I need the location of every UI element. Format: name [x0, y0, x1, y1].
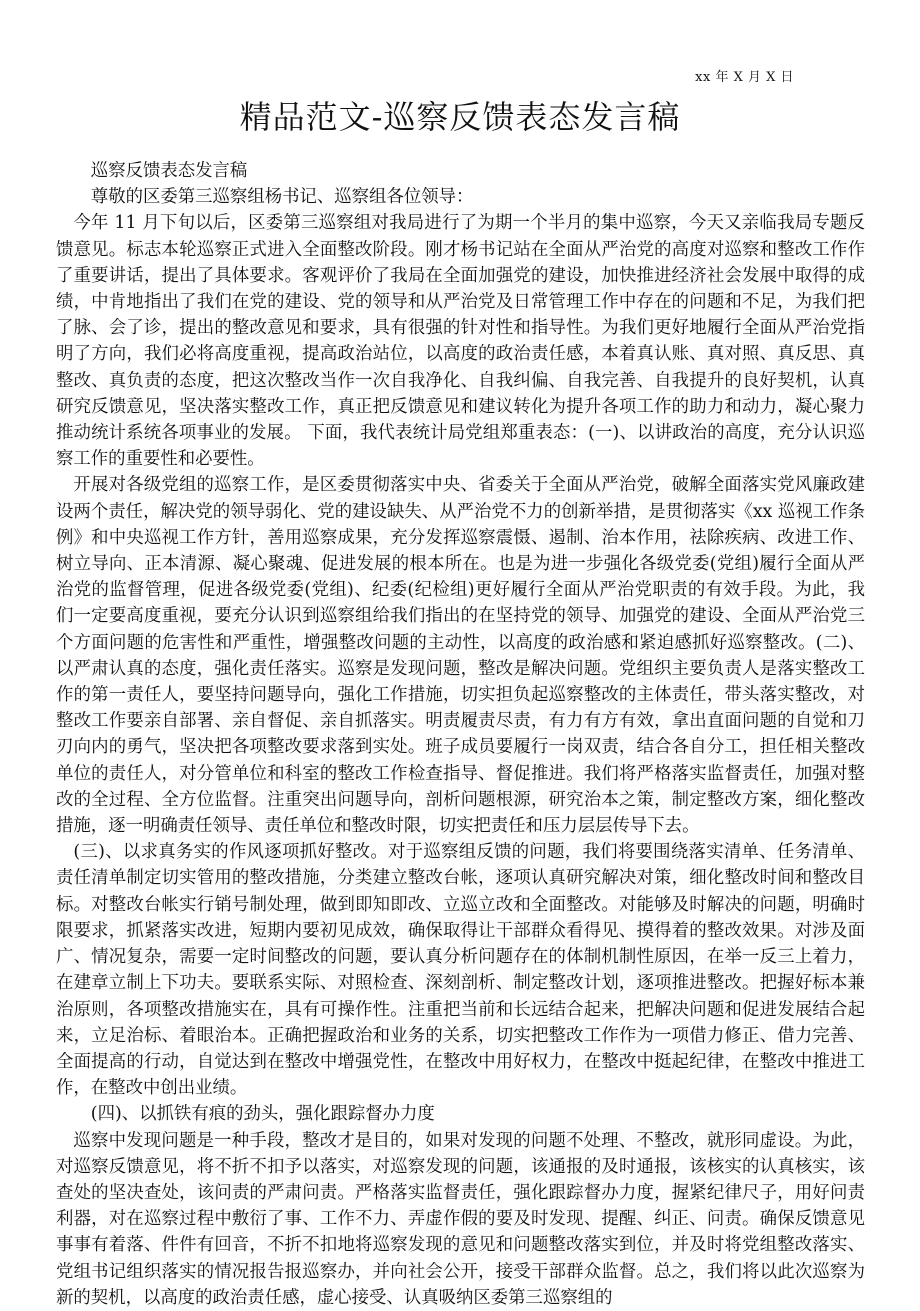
paragraph-section-four-heading: (四)、以抓铁有痕的劲头，强化跟踪督办力度 — [90, 1104, 435, 1125]
paragraph-section-one-two: 开展对各级党组的巡察工作，是区委贯彻落实中央、省委关于全面从严治党，破解全面落实党风廉政建设两个责任，解决党的领导弱化、党的建设缺失、从严治党不力的创新举措，是贯彻落实《xx 巡视工作条例》和中央巡视工作方针，善用巡察成果，充分发挥巡察震慑、遏制、治本作用，祛除疾病、改进工作、树立导向、正本清源、凝心聚魂、促进发展的根本所在。也是为进一步强化各级党委(党组)履行全面从严治党的监督管理，促进各级党委(党组)、纪委(纪检组)更好履行全面从严治党职责的有效手段。为此，我们一定要高度重视，要充分认识到巡察组给我们指出的在坚持党的领导、加强党的建设、全面从严治党三个方面问题的危害性和严重性，增强整改问题的主动性，以高度的政治感和紧迫感抓好巡察整改。(二)、以严肃认真的态度，强化责任落实。巡察是发现问题，整改是解决问题。党组织主要负责人是落实整改工作的第一责任人，要坚持问题导向，强化工作措施，切实担负起巡察整改的主体责任，带头落实整改，对整改工作要亲自部署、亲自督促、亲自抓落实。明责履责尽责，有力有方有效，拿出直面问题的自觉和刀刃向内的勇气，坚决把各项整改要求落到实处。班子成员要履行一岗双责，结合各自分工，担任相关整改单位的责任人，对分管单位和科室的整改工作检查指导、督促推进。我们将严格落实监督责任，加强对整改的全过程、全方位监督。注重突出问题导向，剖析问题根源，研究治本之策，制定整改方案，细化整改措施，逐一明确责任领导、责任单位和整改时限，切实把责任和压力层层传导下去。 — [56, 475, 865, 837]
paragraph-section-three: (三)、以求真务实的作风逐项抓好整改。对于巡察组反馈的问题，我们将要围绕落实清单、任务清单、责任清单制定切实管用的整改措施，分类建立整改台帐，逐项认真研究解决对策，细化整改时间和整改目标。对整改台帐实行销号制处理，做到即知即改、立巡立改和全面整改。对能够及时解决的问题，明确时限要求，抓紧落实改进，短期内要初见成效，确保取得让干部群众看得见、摸得着的整改效果。对涉及面广、情况复杂，需要一定时间整改的问题，要认真分析问题存在的体制机制性原因，在举一反三上着力，在建章立制上下功夫。要联系实际、对照检查、深刻剖析、制定整改计划，逐项推进整改。把握好标本兼治原则，各项整改措施实在，具有可操作性。注重把当前和长远结合起来，把解决问题和促进发展结合起来，立足治标、着眼治本。正确把握政治和业务的关系，切实把整改工作作为一项借力修正、借力完善、全面提高的行动，自觉达到在整改中增强党性，在整改中用好权力，在整改中挺起纪律，在整改中推进工作，在整改中创出业绩。 — [56, 842, 865, 1099]
document-body — [56, 158, 865, 1311]
document-date: xx 年 X 月 X 日 — [695, 70, 794, 85]
paragraph-heading: 巡察反馈表态发言稿 — [90, 161, 248, 181]
document-title: 精品范文-巡察反馈表态发言稿 — [239, 98, 681, 136]
paragraph-section-four: 巡察中发现问题是一种手段，整改才是目的，如果对发现的问题不处理、不整改，就形同虚设。为此，对巡察反馈意见，将不折不扣予以落实，对巡察发现的问题，该通报的及时通报，该核实的认真核实，该查处的坚决查处，该问责的严肃问责。严格落实监督责任，强化跟踪督办力度，握紧纪律尺子，用好问责利器，对在巡察过程中敷衍了事、工作不力、弄虚作假的要及时发现、提醒、纠正、问责。确保反馈意见事事有着落、件件有回音，不折不扣地将巡察发现的意见和问题整改落实到位，并及时将党组整改落实、党组书记组织落实的情况报告报巡察办，并向社会公开，接受干部群众监督。总之，我们将以此次巡察为新的契机，以高度的政治责任感，虚心接受、认真吸纳区委第三巡察组的 — [56, 1130, 865, 1308]
paragraph-salutation: 尊敬的区委第三巡察组杨书记、巡察组各位领导： — [90, 187, 474, 208]
paragraph-intro: 今年 11 月下旬以后，区委第三巡察组对我局进行了为期一个半月的集中巡察，今天又亲临我局专题反馈意见。标志本轮巡察正式进入全面整改阶段。刚才杨书记站在全面从严治党的高度对巡察和整改工作作了重要讲话，提出了具体要求。客观评价了我局在全面加强党的建设，加快推进经济社会发展中取得的成绩，中肯地指出了我们在党的建设、党的领导和从严治党及日常管理工作中存在的问题和不足，为我们把了脉、会了诊，提出的整改意见和要求，具有很强的针对性和指导性。为我们更好地履行全面从严治党指明了方向，我们必将高度重视，提高政治站位，以高度的政治责任感，本着真认账、真对照、真反思、真整改、真负责的态度，把这次整改当作一次自我净化、自我纠偏、自我完善、自我提升的良好契机，认真研究反馈意见，坚决落实整改工作，真正把反馈意见和建议转化为提升各项工作的助力和动力，凝心聚力推动统计系统各项事业的发展。 下面，我代表统计局党组郑重表态：(一)、以讲政治的高度，充分认识巡察工作的重要性和必要性。 — [56, 213, 865, 470]
